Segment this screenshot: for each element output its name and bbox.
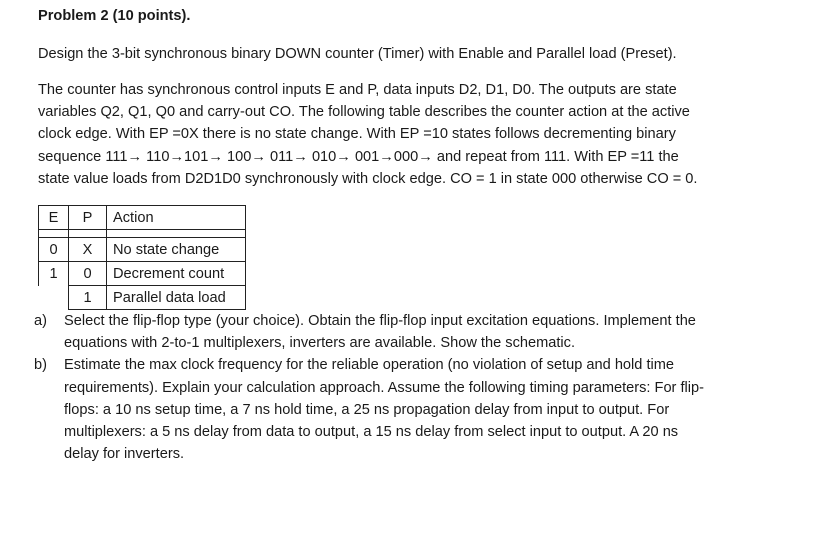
document-page	[34, 6, 808, 465]
item-marker: a)	[34, 313, 47, 330]
table-header-row	[39, 206, 246, 230]
cell-action: Decrement count	[107, 262, 246, 286]
cell-p: 0	[69, 262, 107, 286]
item-line: equations with 2-to-1 multiplexers, inverters are available. Show the schematic.	[64, 335, 576, 352]
problem-intro: Design the 3-bit synchronous binary DOWN counter (Timer) with Enable and Parallel load (Preset).	[38, 46, 677, 62]
item-line: flops: a 10 ns setup time, a 7 ns hold time, a 25 ns propagation delay from input to output. For	[64, 401, 670, 418]
control-table	[38, 205, 246, 310]
problem-title: Problem 2 (10 points).	[38, 8, 191, 24]
item-line: requirements). Explain your calculation approach. Assume the following timing parameters: For flip-	[64, 379, 704, 396]
table-row	[39, 286, 246, 310]
question-item-a	[34, 310, 804, 354]
table-row	[39, 238, 246, 262]
item-marker: b)	[34, 357, 47, 374]
description-line: sequence 111→ 110→101→ 100→ 011→ 010→ 001→000→ and repeat from 111. With EP =11 the	[38, 148, 679, 165]
problem-description	[38, 79, 798, 190]
cell-action: Parallel data load	[107, 286, 246, 310]
cell-e: 0	[39, 238, 69, 262]
question-list	[34, 310, 808, 465]
item-line: Estimate the max clock frequency for the reliable operation (no violation of setup and hold time	[64, 357, 675, 374]
item-line: delay for inverters.	[64, 446, 185, 463]
cell-p: 1	[69, 286, 107, 310]
cell-e	[39, 286, 69, 310]
description-line: state value loads from D2D1D0 synchronously with clock edge. CO = 1 in state 000 otherwise CO = 0.	[38, 170, 698, 187]
item-line: Select the flip-flop type (your choice). Obtain the flip-flop input excitation equations. Implement the	[64, 313, 696, 330]
cell-action: No state change	[107, 238, 246, 262]
header-e: E	[39, 206, 69, 230]
header-p: P	[69, 206, 107, 230]
cell-e: 1	[39, 262, 69, 286]
cell-p: X	[69, 238, 107, 262]
header-action: Action	[107, 206, 246, 230]
description-line: variables Q2, Q1, Q0 and carry-out CO. The following table describes the counter action at the active	[38, 104, 690, 121]
table-gap-row	[39, 230, 246, 238]
description-line: clock edge. With EP =0X there is no state change. With EP =10 states follows decrementing binary	[38, 126, 676, 143]
description-line: The counter has synchronous control inputs E and P, data inputs D2, D1, D0. The outputs are state	[38, 82, 677, 98]
item-line: multiplexers: a 5 ns delay from data to output, a 15 ns delay from select input to output. A 20 ns	[64, 424, 679, 441]
table-row	[39, 262, 246, 286]
question-item-b	[34, 354, 804, 465]
